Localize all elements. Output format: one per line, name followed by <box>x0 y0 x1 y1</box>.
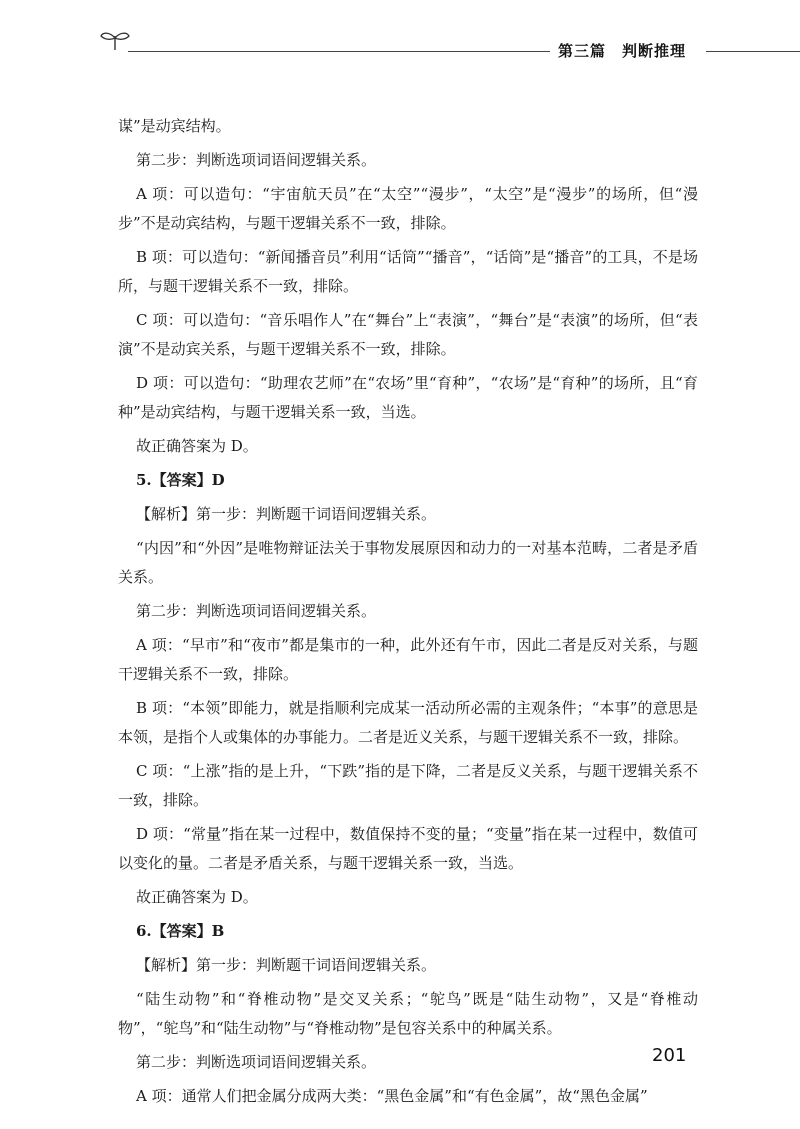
paragraph: A 项：“早市”和“夜市”都是集市的一种，此外还有午市，因此二者是反对关系，与题干逻辑关系不一致，排除。 <box>118 636 698 683</box>
paragraph: “陆生动物”和“脊椎动物”是交叉关系；“鸵鸟”既是“陆生动物”，又是“脊椎动物”，“鸵鸟”和“陆生动物”与“脊椎动物”是包容关系中的种属关系。 <box>118 990 698 1037</box>
paragraph: A 项：可以造句：“宇宙航天员”在“太空”“漫步”，“太空”是“漫步”的场所，但“漫步”不是动宾结构，与题干逻辑关系不一致，排除。 <box>118 185 698 232</box>
paragraph: 故正确答案为 D。 <box>136 437 258 455</box>
paragraph: C 项：“上涨”指的是上升，“下跌”指的是下降，二者是反义关系，与题干逻辑关系不一致，排除。 <box>118 762 698 809</box>
paragraph: 第二步：判断选项词语间逻辑关系。 <box>136 602 377 620</box>
answer-heading: 5.【答案】D <box>136 471 225 489</box>
paragraph: A 项：通常人们把金属分成两大类：“黑色金属”和“有色金属”，故“黑色金属” <box>136 1087 648 1105</box>
analysis-heading: 【解析】第一步：判断题干词语间逻辑关系。 <box>136 956 437 974</box>
paragraph: 第二步：判断选项词语间逻辑关系。 <box>136 1053 377 1071</box>
analysis-heading: 【解析】第一步：判断题干词语间逻辑关系。 <box>136 505 437 523</box>
paragraph: D 项：“常量”指在某一过程中，数值保持不变的量；“变量”指在某一过程中，数值可以变化的量。二者是矛盾关系，与题干逻辑关系一致，当选。 <box>118 825 698 872</box>
paragraph: C 项：可以造句：“音乐唱作人”在“舞台”上“表演”，“舞台”是“表演”的场所，但“表演”不是动宾关系，与题干逻辑关系不一致，排除。 <box>118 311 698 358</box>
leaf-sprout-icon <box>98 28 132 52</box>
page-body <box>118 112 698 1116</box>
paragraph: D 项：可以造句：“助理农艺师”在“农场”里“育种”，“农场”是“育种”的场所，且“育种”是动宾结构，与题干逻辑关系一致，当选。 <box>118 374 698 421</box>
answer-heading: 6.【答案】B <box>136 922 225 940</box>
paragraph: “内因”和“外因”是唯物辩证法关于事物发展原因和动力的一对基本范畴，二者是矛盾关系。 <box>118 539 698 586</box>
header-rule-left <box>128 51 550 52</box>
paragraph: B 项：“本领”即能力，就是指顺利完成某一活动所必需的主观条件；“本事”的意思是本领，是指个人或集体的办事能力。二者是近义关系，与题干逻辑关系不一致，排除。 <box>118 699 698 746</box>
page-number: 201 <box>652 1045 687 1066</box>
paragraph: 第二步：判断选项词语间逻辑关系。 <box>136 151 377 169</box>
paragraph: 谋”是动宾结构。 <box>118 117 231 135</box>
paragraph: B 项：可以造句：“新闻播音员”利用“话筒”“播音”，“话筒”是“播音”的工具，不是场所，与题干逻辑关系不一致，排除。 <box>118 248 698 295</box>
page-header <box>0 0 800 80</box>
header-rule-right <box>706 51 800 52</box>
header-title: 第三篇 判断推理 <box>558 42 687 60</box>
paragraph: 故正确答案为 D。 <box>136 888 258 906</box>
